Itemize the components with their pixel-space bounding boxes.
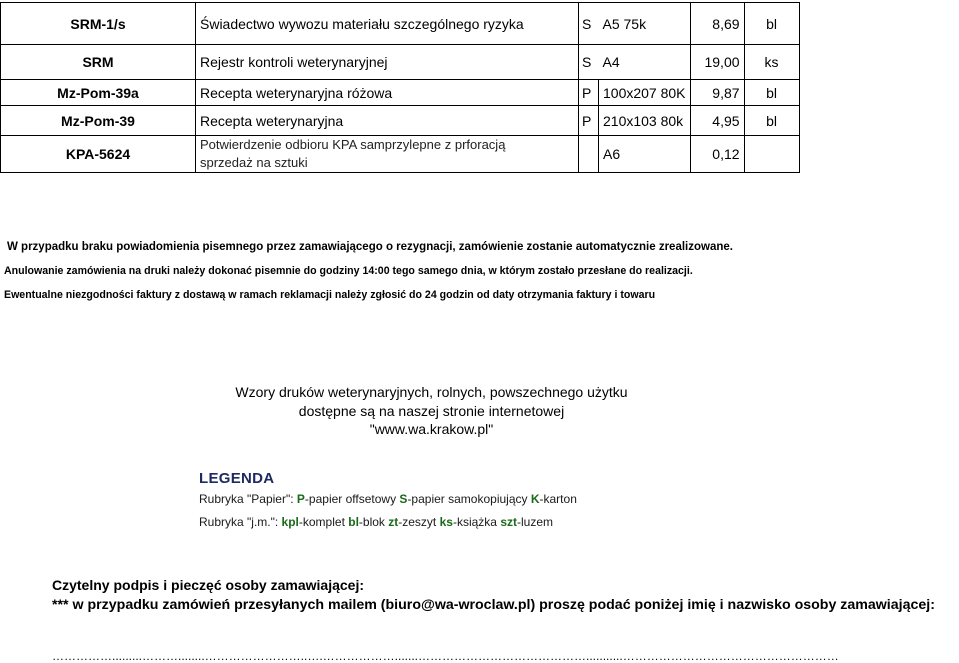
product-format: 210x103 80k bbox=[599, 106, 691, 136]
legend-unit-prefix: Rubryka "j.m.": bbox=[199, 515, 282, 529]
product-name: Recepta weterynaryjna różowa bbox=[196, 80, 579, 106]
legend-desc: -karton bbox=[539, 492, 577, 506]
paper-type bbox=[579, 136, 599, 173]
templates-info bbox=[0, 383, 959, 439]
product-name: Rejestr kontroli weterynaryjnej bbox=[196, 45, 579, 80]
product-name: Świadectwo wywozu materiału szczególnego ryzyka bbox=[196, 3, 579, 45]
legend-key: P bbox=[296, 492, 305, 506]
product-unit: ks bbox=[744, 45, 799, 80]
legend-key: kpl bbox=[281, 515, 299, 529]
templates-line: dostępne są na naszej stronie internetowej bbox=[298, 402, 565, 419]
product-unit: bl bbox=[744, 3, 799, 45]
paper-type: S bbox=[579, 45, 599, 80]
legend-key: ks bbox=[439, 515, 453, 529]
product-format: A4 bbox=[599, 45, 691, 80]
product-name-line1: Potwierdzenie odbioru KPA samprzylepne z prforacją bbox=[200, 137, 506, 152]
signature-label: Czytelny podpis i pieczęć osoby zamawiającej: bbox=[52, 577, 364, 593]
legend-desc: -książka bbox=[452, 515, 501, 529]
product-price: 19,00 bbox=[690, 45, 744, 80]
product-price: 4,95 bbox=[690, 106, 744, 136]
paper-type: P bbox=[579, 106, 599, 136]
legend-key: zt bbox=[388, 515, 399, 529]
product-unit: bl bbox=[744, 106, 799, 136]
product-code: SRM bbox=[1, 45, 196, 80]
legend bbox=[199, 470, 577, 529]
product-code: SRM-1/s bbox=[1, 3, 196, 45]
product-table bbox=[0, 2, 800, 173]
table-row bbox=[1, 106, 800, 136]
note-complaints: Ewentualne niezgodności faktury z dostawą w ramach reklamacji należy zgłosić do 24 godzin od daty otrzymania faktury i towaru bbox=[4, 289, 656, 301]
product-price: 0,12 bbox=[690, 136, 744, 173]
paper-type: P bbox=[579, 80, 599, 106]
legend-title: LEGENDA bbox=[199, 470, 275, 487]
legend-paper bbox=[199, 492, 577, 506]
product-name-line2: sprzedaż na sztuki bbox=[200, 155, 308, 170]
product-format: A5 75k bbox=[599, 3, 691, 45]
legend-desc: -zeszyt bbox=[398, 515, 440, 529]
product-unit: bl bbox=[744, 80, 799, 106]
templates-line: Wzory druków weterynaryjnych, rolnych, powszechnego użytku bbox=[235, 384, 628, 400]
product-name bbox=[196, 136, 579, 173]
legend-desc: -komplet bbox=[298, 515, 349, 529]
legend-key: K bbox=[530, 492, 540, 506]
email-note: *** w przypadku zamówień przesyłanych mailem (biuro@wa-wroclaw.pl) proszę podać poniżej imię i nazwisko osoby zamawiającej: bbox=[52, 597, 935, 613]
legend-paper-prefix: Rubryka "Papier": bbox=[199, 492, 297, 506]
signature-line[interactable]: …………….........………........……………………..….……………….......……………………………………...........……………………………………………… bbox=[52, 649, 839, 663]
table-row bbox=[1, 3, 800, 45]
legend-unit bbox=[199, 515, 553, 529]
product-code: Mz-Pom-39 bbox=[1, 106, 196, 136]
table-row bbox=[1, 80, 800, 106]
website-link[interactable]: "www.wa.krakow.pl" bbox=[369, 421, 494, 437]
product-format: 100x207 80K bbox=[599, 80, 691, 106]
note-auto-fulfilment: W przypadku braku powiadomienia pisemnego przez zamawiającego o rezygnacji, zamówienie zostanie automatycznie zrealizowane. bbox=[7, 241, 733, 253]
table-row bbox=[1, 45, 800, 80]
table-row bbox=[1, 136, 800, 173]
legend-desc: -luzem bbox=[516, 515, 553, 529]
legend-key: S bbox=[399, 492, 408, 506]
legend-key: bl bbox=[348, 515, 359, 529]
product-price: 9,87 bbox=[690, 80, 744, 106]
product-format: A6 bbox=[599, 136, 691, 173]
note-cancellation: Anulowanie zamówienia na druki należy dokonać pisemnie do godziny 14:00 tego samego dnia, w którym zostało przesłane do realizacji. bbox=[4, 265, 693, 277]
product-code: Mz-Pom-39a bbox=[1, 80, 196, 106]
legend-desc: -papier samokopiujący bbox=[407, 492, 531, 506]
product-unit bbox=[744, 136, 799, 173]
legend-desc: -papier offsetowy bbox=[304, 492, 400, 506]
legend-desc: -blok bbox=[358, 515, 389, 529]
product-price: 8,69 bbox=[690, 3, 744, 45]
legend-key: szt bbox=[500, 515, 517, 529]
product-name: Recepta weterynaryjna bbox=[196, 106, 579, 136]
product-code: KPA-5624 bbox=[1, 136, 196, 173]
paper-type: S bbox=[579, 3, 599, 45]
